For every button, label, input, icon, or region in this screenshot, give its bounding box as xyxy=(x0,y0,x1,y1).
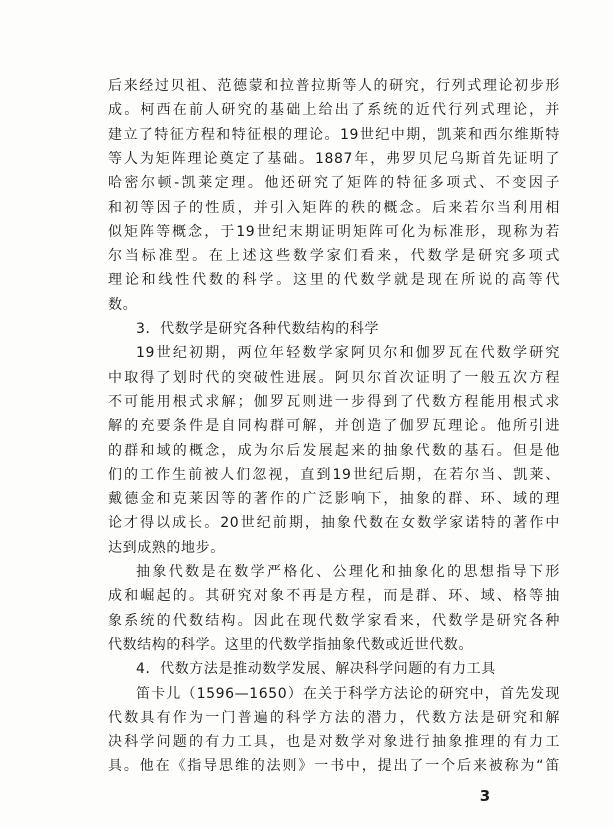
text-line: 哈密尔顿-凯莱定理。他还研究了矩阵的特征多项式、不变因子 xyxy=(108,175,560,192)
text-line: 和初等因子的性质，并引入矩阵的秩的概念。后来若尔当利用相 xyxy=(108,199,560,216)
text-line: 具。他在《指导思维的法则》一书中，提出了一个后来被称为“笛 xyxy=(108,758,560,775)
text-line: 似矩阵等概念，于19世纪末期证明矩阵可化为标准形，现称为若 xyxy=(108,223,560,240)
section-heading: 4．代数方法是推动数学发展、解决科学问题的有力工具 xyxy=(136,661,496,678)
text-line: 的群和域的概念，成为尔后发展起来的抽象代数的基石。但是他 xyxy=(108,442,560,459)
text-line: 建立了特征方程和特征根的理论。19世纪中期，凯莱和西尔维斯特 xyxy=(108,126,560,143)
page-number-value: 3 xyxy=(479,787,497,806)
text-line: 中取得了划时代的突破性进展。阿贝尔首次证明了一般五次方程 xyxy=(108,369,560,386)
text-line: 象系统的代数结构。因此在现代数学家看来，代数学是研究各种 xyxy=(108,612,560,629)
text-line: 后来经过贝祖、范德蒙和拉普拉斯等人的研究，行列式理论初步形 xyxy=(108,78,560,94)
page-number xyxy=(448,784,528,808)
text-line: 代数结构的科学。这里的代数学指抽象代数或近世代数。 xyxy=(108,636,473,653)
text-line: 成。柯西在前人研究的基础上给出了系统的近代行列式理论，并 xyxy=(108,102,560,119)
text-line: 笛卡儿（1596—1650）在关于科学方法论的研究中，首先发现 xyxy=(136,685,560,702)
text-line: 尔当标准型。在上述这些数学家们看来，代数学是研究多项式 xyxy=(108,248,560,265)
text-line: 抽象代数是在数学严格化、公理化和抽象化的思想指导下形 xyxy=(136,564,560,580)
text-line: 达到成熟的地步。 xyxy=(108,539,225,556)
text-line: 等人为矩阵理论奠定了基础。1887年，弗罗贝尼乌斯首先证明了 xyxy=(108,150,560,167)
text-line: 19世纪初期，两位年轻数学家阿贝尔和伽罗瓦在代数学研究 xyxy=(136,345,560,362)
text-line: 决科学问题的有力工具，也是对数学对象进行抽象推理的有力工 xyxy=(108,734,560,751)
section-heading: 3．代数学是研究各种代数结构的科学 xyxy=(136,321,380,337)
text-line: 代数具有作为一门普遍的科学方法的潜力，代数方法是研究和解 xyxy=(108,709,560,726)
text-line: 数。 xyxy=(108,296,138,313)
text-line: 不可能用根式求解；伽罗瓦则进一步得到了代数方程能用根式求 xyxy=(108,393,560,410)
text-line: 们的工作生前被人们忽视，直到19世纪后期，在若尔当、凯莱、 xyxy=(108,466,560,483)
text-line: 理论和线性代数的科学。这里的代数学就是现在所说的高等代 xyxy=(108,272,560,289)
text-line: 论才得以成长。20世纪前期，抽象代数在女数学家诺特的著作中 xyxy=(108,515,560,532)
text-line: 戴德金和克莱因等的著作的广泛影响下，抽象的群、环、域的理 xyxy=(108,491,560,508)
text-line: 解的充要条件是自同构群可解，并创造了伽罗瓦理论。他所引进 xyxy=(108,418,560,435)
text-line: 成和崛起的。其研究对象不再是方程，而是群、环、域、格等抽 xyxy=(108,588,560,605)
